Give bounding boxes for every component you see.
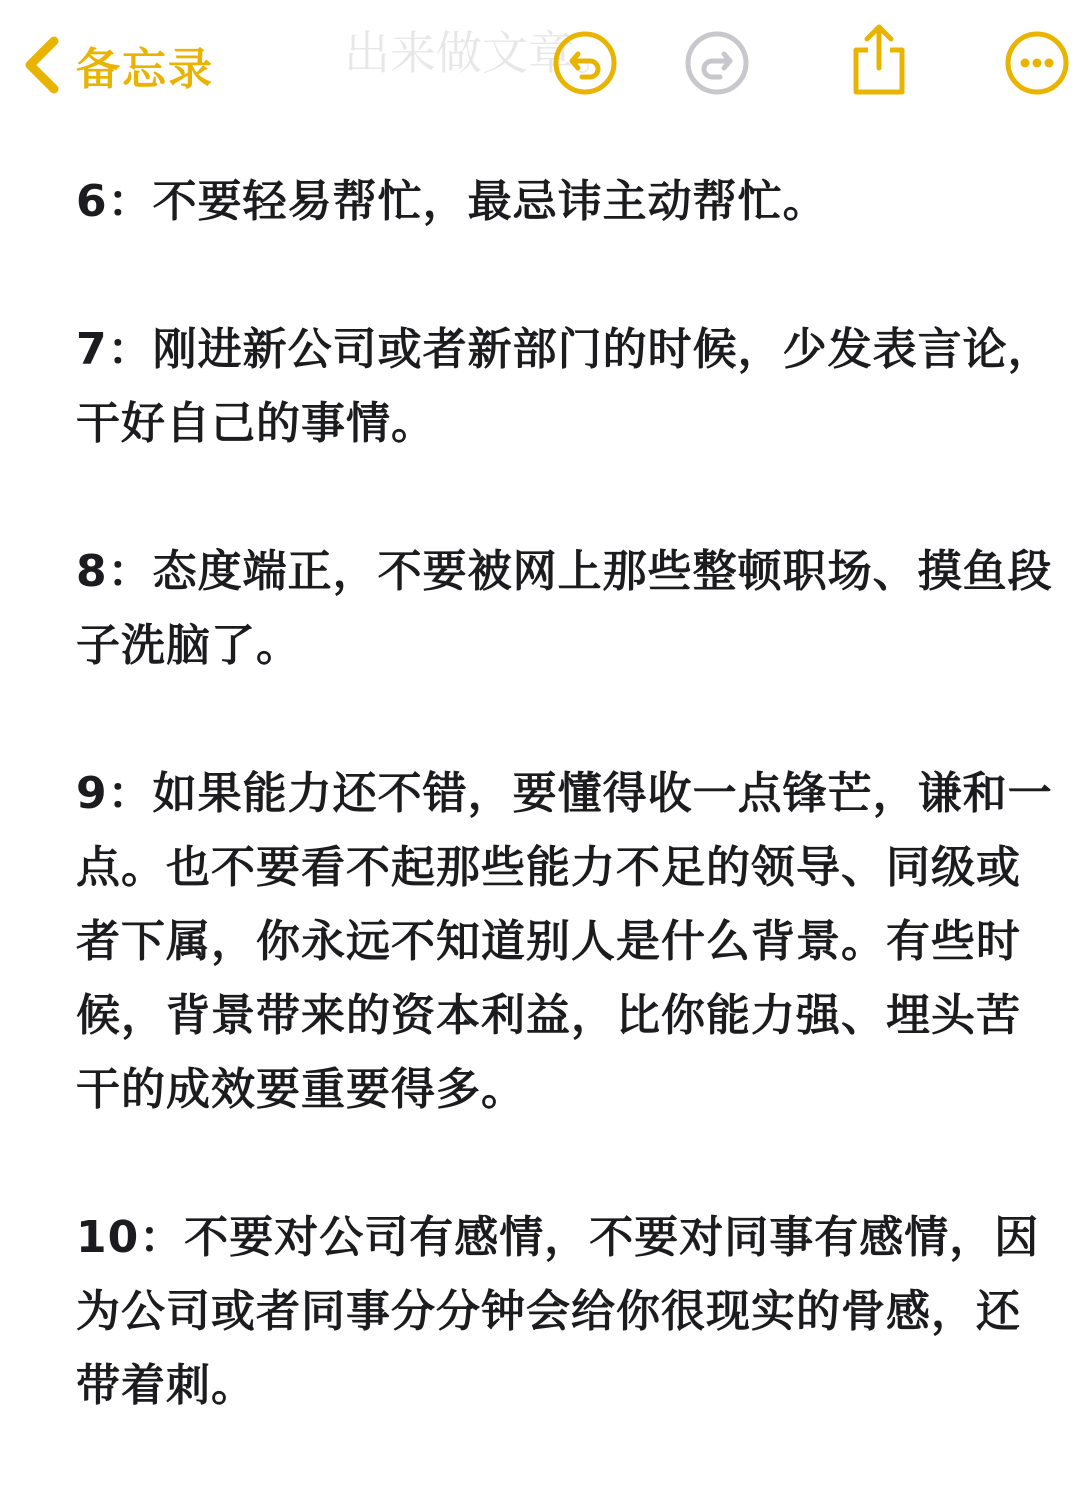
back-button-label: 备忘录 [76,44,214,95]
share-button[interactable] [846,24,912,100]
note-paragraph: 6：不要轻易帮忙，最忌讳主动帮忙。 [76,176,828,227]
share-icon [846,22,912,102]
note-paragraph: 10：不要对公司有感情，不要对同事有感情，因为公司或者同事分分钟会给你很现实的骨感，还带着刺。 [76,1212,1040,1411]
navigation-bar [0,0,1080,130]
note-body[interactable] [76,165,1056,1497]
more-button[interactable] [1004,32,1070,98]
note-paragraph: 9：如果能力还不错，要懂得收一点锋芒，谦和一点。也不要看不起那些能力不足的领导、同级或者下属，你永远不知道别人是什么背景。有些时候，背景带来的资本利益，比你能力强、埋头苦干的成效要重要得多。 [76,768,1053,1115]
redo-icon [684,30,750,100]
note-paragraph: 7：刚进新公司或者新部门的时候，少发表言论，干好自己的事情。 [76,324,1053,449]
scrolled-content-text: 出来做文章。 [344,30,620,76]
undo-icon [552,30,618,100]
note-paragraph: 8：态度端正，不要被网上那些整顿职场、摸鱼段子洗脑了。 [76,546,1053,671]
more-icon [1004,30,1070,100]
undo-button[interactable] [552,32,618,98]
back-button[interactable] [22,30,214,100]
redo-button[interactable] [684,32,750,98]
chevron-left-icon [22,35,62,95]
